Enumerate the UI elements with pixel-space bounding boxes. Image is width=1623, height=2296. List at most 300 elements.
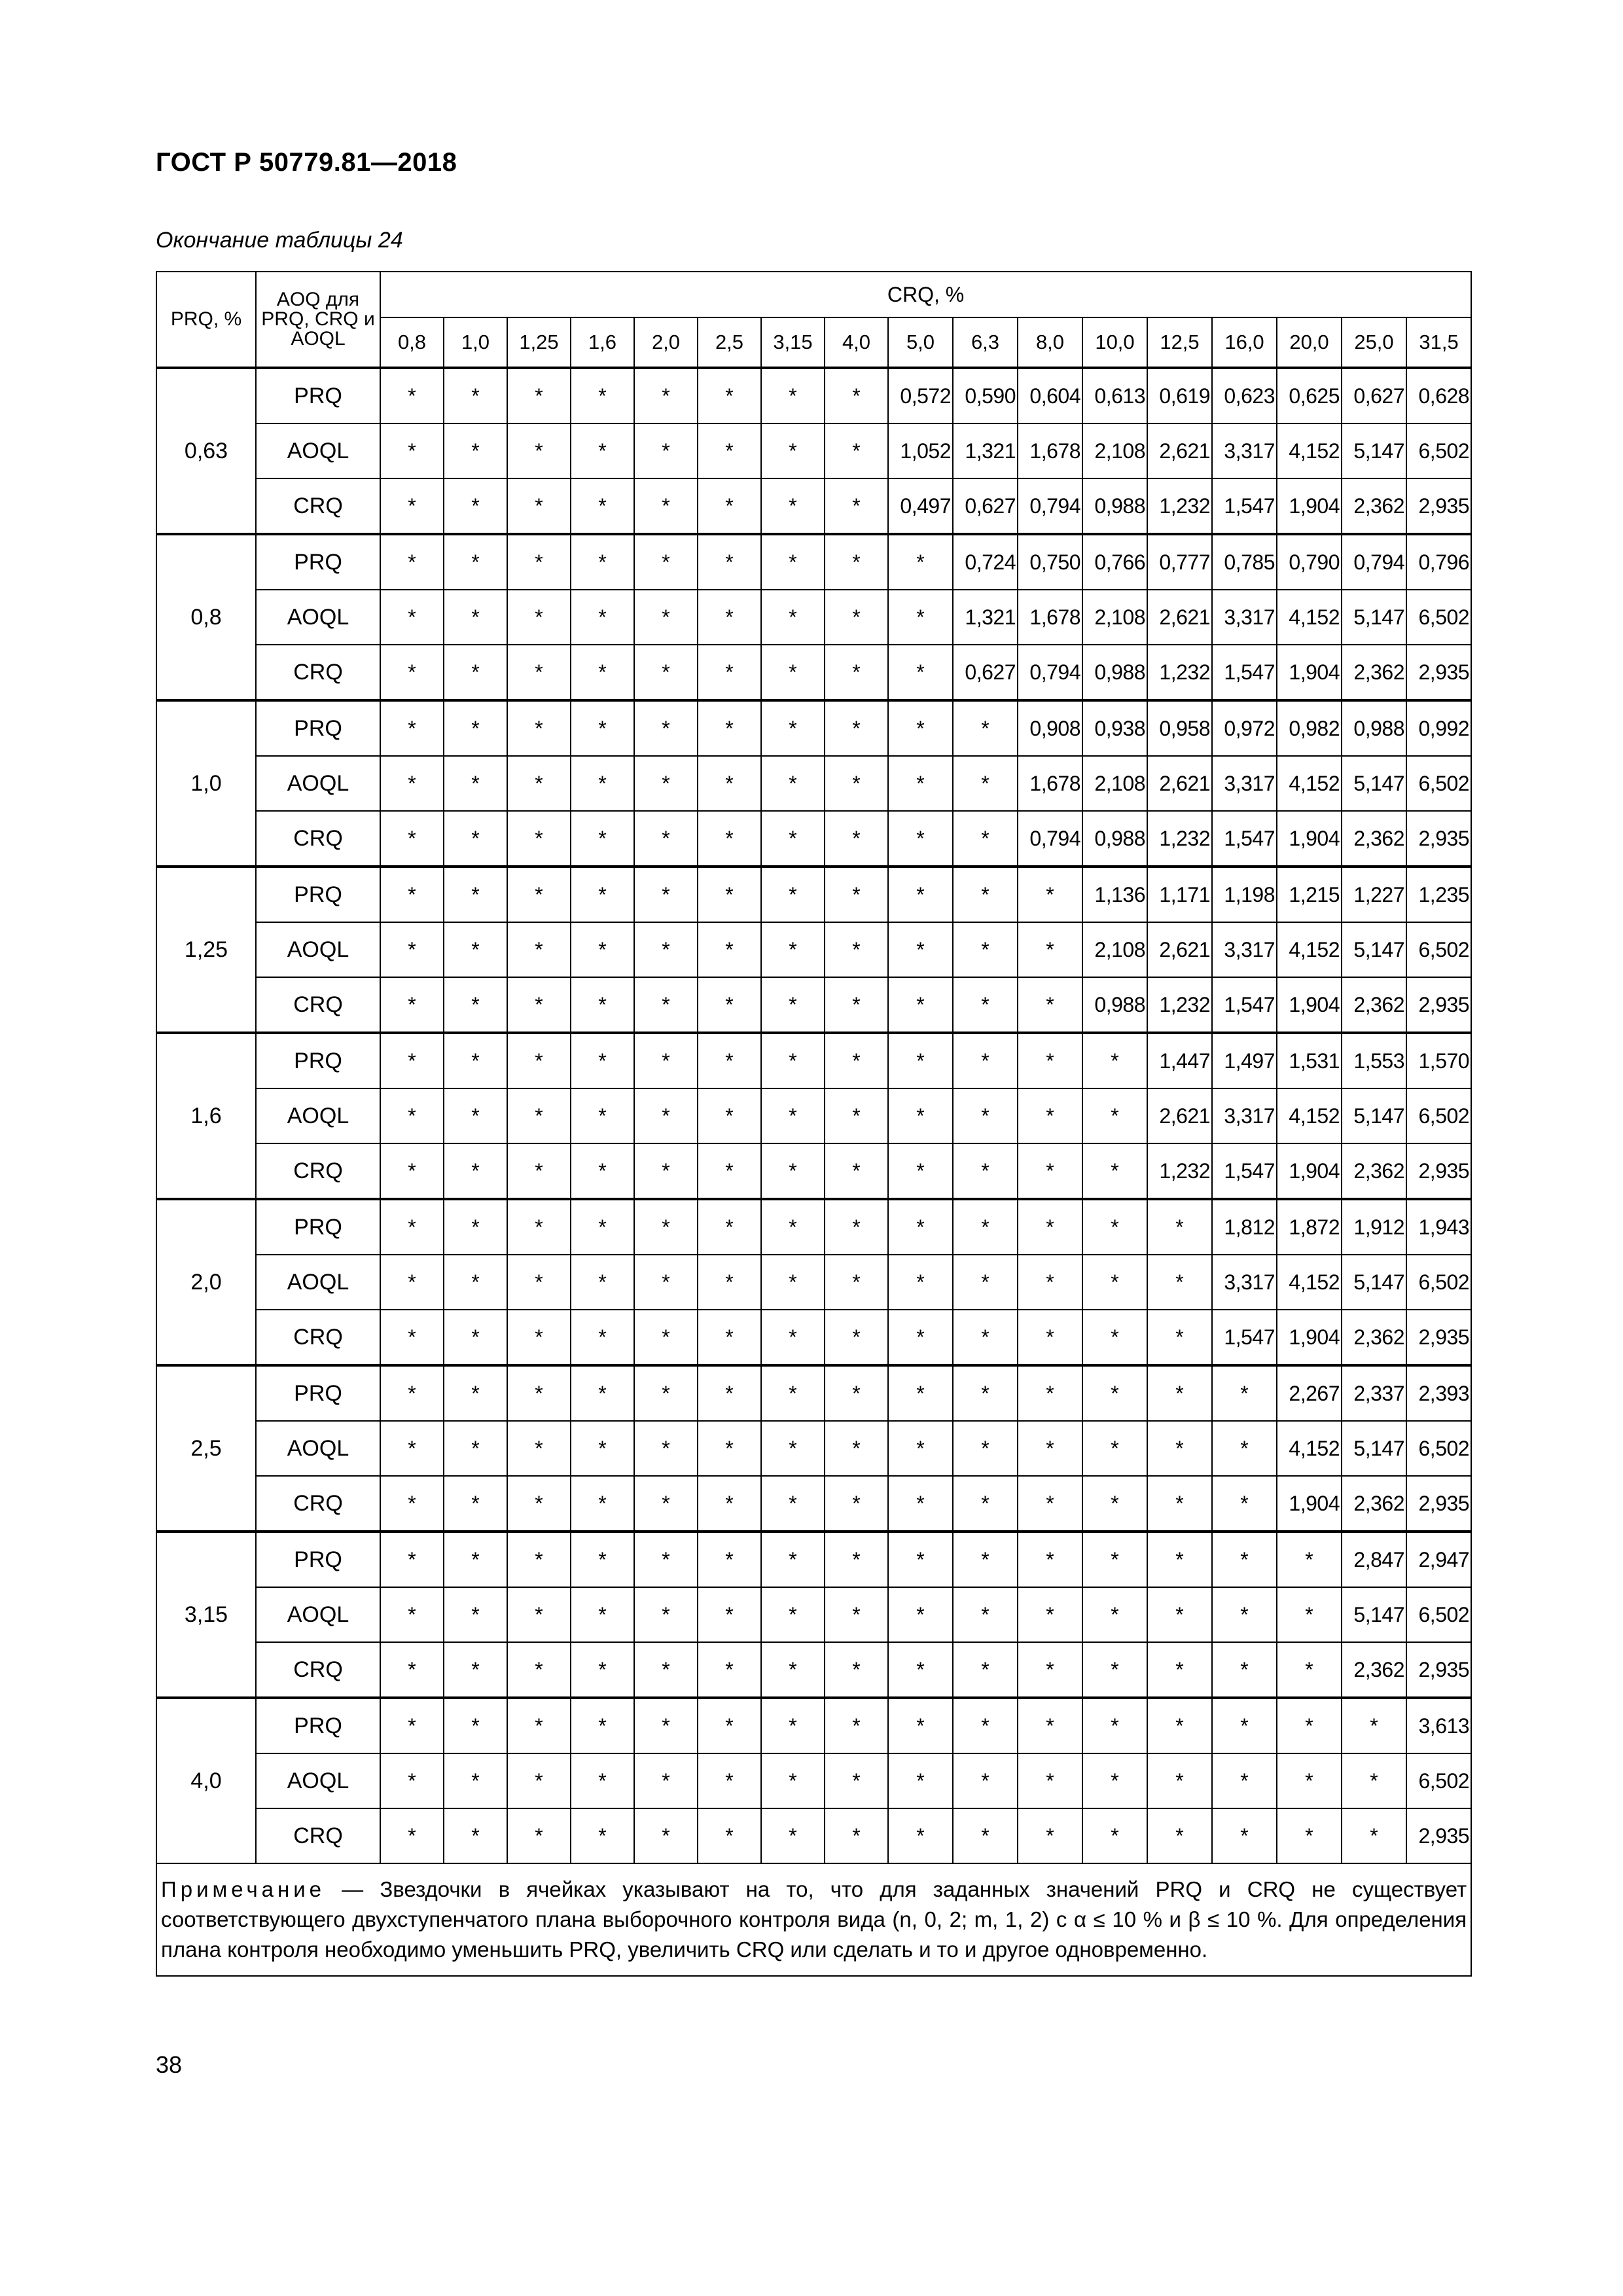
no-plan-cell: * — [1277, 1587, 1342, 1642]
note-text: — Звездочки в ячейках указывают на то, что для заданных значений PRQ и CRQ не существует соответствующего двухступенчатого плана выборочного контроля вида (n, 0, 2; m, 1, 2) с α ≤ 10 % и β ≤ 10 %. Для определения плана контроля необходимо уменьшить PRQ, увеличить CRQ или сделать и то и другое одновременно. — [161, 1877, 1467, 1962]
no-plan-cell: * — [825, 1698, 888, 1753]
no-plan-cell: * — [380, 1642, 444, 1698]
value-cell: 2,621 — [1147, 1088, 1212, 1143]
no-plan-cell: * — [1147, 1476, 1212, 1532]
value-cell: 1,547 — [1212, 1143, 1277, 1199]
no-plan-cell: * — [888, 1532, 953, 1587]
no-plan-cell: * — [507, 1476, 571, 1532]
no-plan-cell: * — [1082, 1642, 1147, 1698]
prq-group-value: 1,6 — [156, 1033, 256, 1199]
no-plan-cell: * — [953, 867, 1018, 922]
value-cell: 2,935 — [1406, 1476, 1471, 1532]
no-plan-cell: * — [1277, 1532, 1342, 1587]
no-plan-cell: * — [825, 1421, 888, 1476]
no-plan-cell: * — [444, 1255, 507, 1310]
value-cell: 1,232 — [1147, 1143, 1212, 1199]
row-label: AOQL — [256, 1421, 380, 1476]
prq-group-value: 0,8 — [156, 534, 256, 700]
table-row — [156, 478, 1471, 534]
no-plan-cell: * — [825, 534, 888, 590]
no-plan-cell: * — [825, 1753, 888, 1808]
no-plan-cell: * — [444, 368, 507, 423]
row-label: AOQL — [256, 423, 380, 478]
no-plan-cell: * — [634, 590, 698, 645]
row-label: AOQL — [256, 1753, 380, 1808]
no-plan-cell: * — [634, 645, 698, 700]
no-plan-cell: * — [571, 1476, 634, 1532]
no-plan-cell: * — [888, 1476, 953, 1532]
no-plan-cell: * — [380, 534, 444, 590]
value-cell: 3,317 — [1212, 756, 1277, 811]
value-cell: 1,904 — [1277, 478, 1342, 534]
no-plan-cell: * — [380, 756, 444, 811]
no-plan-cell: * — [761, 1143, 825, 1199]
no-plan-cell: * — [1147, 1532, 1212, 1587]
no-plan-cell: * — [444, 977, 507, 1033]
no-plan-cell: * — [953, 1143, 1018, 1199]
no-plan-cell: * — [1147, 1587, 1212, 1642]
no-plan-cell: * — [825, 1199, 888, 1255]
no-plan-cell: * — [571, 1753, 634, 1808]
no-plan-cell: * — [888, 1587, 953, 1642]
no-plan-cell: * — [825, 922, 888, 977]
row-label: PRQ — [256, 368, 380, 423]
value-cell: 0,972 — [1212, 700, 1277, 756]
no-plan-cell: * — [571, 534, 634, 590]
no-plan-cell: * — [571, 645, 634, 700]
crq-column-header: 6,3 — [953, 317, 1018, 368]
no-plan-cell: * — [444, 1365, 507, 1421]
no-plan-cell: * — [1342, 1753, 1406, 1808]
no-plan-cell: * — [698, 1310, 761, 1365]
no-plan-cell: * — [507, 590, 571, 645]
no-plan-cell: * — [571, 1310, 634, 1365]
no-plan-cell: * — [1212, 1753, 1277, 1808]
value-cell: 2,621 — [1147, 922, 1212, 977]
no-plan-cell: * — [444, 1642, 507, 1698]
value-cell: 0,908 — [1018, 700, 1082, 756]
value-cell: 2,621 — [1147, 423, 1212, 478]
no-plan-cell: * — [1018, 1033, 1082, 1088]
no-plan-cell: * — [634, 1753, 698, 1808]
row-label: CRQ — [256, 1642, 380, 1698]
no-plan-cell: * — [888, 1143, 953, 1199]
no-plan-cell: * — [825, 368, 888, 423]
no-plan-cell: * — [507, 1033, 571, 1088]
no-plan-cell: * — [1212, 1365, 1277, 1421]
value-cell: 0,619 — [1147, 368, 1212, 423]
value-cell: 1,943 — [1406, 1199, 1471, 1255]
table-row — [156, 1255, 1471, 1310]
no-plan-cell: * — [1212, 1532, 1277, 1587]
value-cell: 1,235 — [1406, 867, 1471, 922]
no-plan-cell: * — [507, 1255, 571, 1310]
value-cell: 0,497 — [888, 478, 953, 534]
value-cell: 1,321 — [953, 590, 1018, 645]
value-cell: 0,988 — [1082, 811, 1147, 867]
row-label: CRQ — [256, 811, 380, 867]
value-cell: 0,613 — [1082, 368, 1147, 423]
no-plan-cell: * — [698, 1143, 761, 1199]
no-plan-cell: * — [1082, 1753, 1147, 1808]
no-plan-cell: * — [1082, 1199, 1147, 1255]
no-plan-cell: * — [380, 590, 444, 645]
no-plan-cell: * — [380, 1088, 444, 1143]
value-cell: 2,935 — [1406, 1642, 1471, 1698]
value-cell: 1,547 — [1212, 811, 1277, 867]
value-cell: 2,362 — [1342, 1476, 1406, 1532]
no-plan-cell: * — [444, 1088, 507, 1143]
no-plan-cell: * — [507, 1808, 571, 1863]
no-plan-cell: * — [1277, 1808, 1342, 1863]
no-plan-cell: * — [1018, 1642, 1082, 1698]
no-plan-cell: * — [888, 922, 953, 977]
no-plan-cell: * — [380, 1808, 444, 1863]
value-cell: 1,812 — [1212, 1199, 1277, 1255]
no-plan-cell: * — [825, 1143, 888, 1199]
no-plan-cell: * — [571, 590, 634, 645]
crq-column-header: 2,5 — [698, 317, 761, 368]
value-cell: 1,872 — [1277, 1199, 1342, 1255]
no-plan-cell: * — [761, 1808, 825, 1863]
row-label: CRQ — [256, 478, 380, 534]
table-body — [156, 368, 1471, 1863]
no-plan-cell: * — [571, 1587, 634, 1642]
no-plan-cell: * — [634, 1421, 698, 1476]
no-plan-cell: * — [761, 534, 825, 590]
value-cell: 6,502 — [1406, 1753, 1471, 1808]
no-plan-cell: * — [507, 423, 571, 478]
no-plan-cell: * — [698, 756, 761, 811]
no-plan-cell: * — [1082, 1310, 1147, 1365]
prq-group-value: 3,15 — [156, 1532, 256, 1698]
crq-column-header: 2,0 — [634, 317, 698, 368]
value-cell: 6,502 — [1406, 922, 1471, 977]
row-label: AOQL — [256, 1088, 380, 1143]
value-cell: 0,628 — [1406, 368, 1471, 423]
crq-column-header: 4,0 — [825, 317, 888, 368]
no-plan-cell: * — [888, 756, 953, 811]
no-plan-cell: * — [1018, 1199, 1082, 1255]
crq-column-header: 1,25 — [507, 317, 571, 368]
table-row — [156, 1587, 1471, 1642]
value-cell: 0,982 — [1277, 700, 1342, 756]
no-plan-cell: * — [571, 1808, 634, 1863]
no-plan-cell: * — [1147, 1698, 1212, 1753]
no-plan-cell: * — [825, 423, 888, 478]
table-row — [156, 368, 1471, 423]
no-plan-cell: * — [698, 1698, 761, 1753]
no-plan-cell: * — [380, 368, 444, 423]
crq-column-header: 20,0 — [1277, 317, 1342, 368]
table-row — [156, 1753, 1471, 1808]
no-plan-cell: * — [507, 977, 571, 1033]
no-plan-cell: * — [634, 700, 698, 756]
no-plan-cell: * — [888, 1199, 953, 1255]
no-plan-cell: * — [761, 1532, 825, 1587]
no-plan-cell: * — [634, 1033, 698, 1088]
no-plan-cell: * — [761, 645, 825, 700]
no-plan-cell: * — [698, 977, 761, 1033]
no-plan-cell: * — [507, 645, 571, 700]
no-plan-cell: * — [1018, 1143, 1082, 1199]
no-plan-cell: * — [888, 1642, 953, 1698]
no-plan-cell: * — [698, 645, 761, 700]
row-label: CRQ — [256, 977, 380, 1033]
no-plan-cell: * — [507, 1587, 571, 1642]
no-plan-cell: * — [507, 1310, 571, 1365]
no-plan-cell: * — [507, 1199, 571, 1255]
table-row — [156, 1421, 1471, 1476]
no-plan-cell: * — [444, 756, 507, 811]
no-plan-cell: * — [698, 700, 761, 756]
note-label: Примечание — [161, 1877, 326, 1901]
no-plan-cell: * — [1212, 1642, 1277, 1698]
row-label: CRQ — [256, 645, 380, 700]
no-plan-cell: * — [888, 977, 953, 1033]
value-cell: 2,362 — [1342, 1642, 1406, 1698]
page-number: 38 — [156, 2051, 183, 2078]
no-plan-cell: * — [1018, 977, 1082, 1033]
row-label: AOQL — [256, 1587, 380, 1642]
table-row — [156, 1642, 1471, 1698]
value-cell: 0,627 — [953, 645, 1018, 700]
no-plan-cell: * — [825, 1587, 888, 1642]
value-cell: 0,794 — [1018, 478, 1082, 534]
value-cell: 2,621 — [1147, 756, 1212, 811]
table-note — [156, 1863, 1471, 1976]
no-plan-cell: * — [380, 1587, 444, 1642]
no-plan-cell: * — [761, 423, 825, 478]
table-caption: Окончание таблицы 24 — [156, 228, 403, 253]
no-plan-cell: * — [507, 1143, 571, 1199]
no-plan-cell: * — [444, 1476, 507, 1532]
no-plan-cell: * — [1147, 1753, 1212, 1808]
no-plan-cell: * — [761, 1365, 825, 1421]
value-cell: 3,317 — [1212, 1088, 1277, 1143]
no-plan-cell: * — [444, 645, 507, 700]
value-cell: 3,317 — [1212, 423, 1277, 478]
no-plan-cell: * — [953, 1532, 1018, 1587]
no-plan-cell: * — [571, 811, 634, 867]
value-cell: 1,136 — [1082, 867, 1147, 922]
value-cell: 0,785 — [1212, 534, 1277, 590]
value-cell: 0,988 — [1082, 645, 1147, 700]
no-plan-cell: * — [1018, 1808, 1082, 1863]
value-cell: 0,794 — [1018, 811, 1082, 867]
table-row — [156, 1532, 1471, 1587]
table-row — [156, 1088, 1471, 1143]
value-cell: 0,794 — [1342, 534, 1406, 590]
no-plan-cell: * — [380, 867, 444, 922]
no-plan-cell: * — [761, 478, 825, 534]
table-row — [156, 645, 1471, 700]
no-plan-cell: * — [444, 700, 507, 756]
no-plan-cell: * — [953, 1310, 1018, 1365]
no-plan-cell: * — [953, 756, 1018, 811]
value-cell: 1,531 — [1277, 1033, 1342, 1088]
no-plan-cell: * — [1018, 1310, 1082, 1365]
no-plan-cell: * — [1018, 1365, 1082, 1421]
no-plan-cell: * — [761, 368, 825, 423]
no-plan-cell: * — [1082, 1255, 1147, 1310]
value-cell: 2,108 — [1082, 922, 1147, 977]
no-plan-cell: * — [571, 1033, 634, 1088]
value-cell: 0,572 — [888, 368, 953, 423]
value-cell: 1,904 — [1277, 1476, 1342, 1532]
row-label: PRQ — [256, 1365, 380, 1421]
no-plan-cell: * — [761, 922, 825, 977]
prq-group-value: 2,0 — [156, 1199, 256, 1365]
value-cell: 2,935 — [1406, 977, 1471, 1033]
table-row — [156, 1365, 1471, 1421]
value-cell: 6,502 — [1406, 1088, 1471, 1143]
value-cell: 0,794 — [1018, 645, 1082, 700]
no-plan-cell: * — [825, 1476, 888, 1532]
no-plan-cell: * — [698, 1421, 761, 1476]
no-plan-cell: * — [507, 1088, 571, 1143]
no-plan-cell: * — [1018, 922, 1082, 977]
no-plan-cell: * — [1082, 1476, 1147, 1532]
no-plan-cell: * — [953, 922, 1018, 977]
value-cell: 1,904 — [1277, 1143, 1342, 1199]
value-cell: 1,547 — [1212, 478, 1277, 534]
value-cell: 6,502 — [1406, 1587, 1471, 1642]
value-cell: 1,198 — [1212, 867, 1277, 922]
value-cell: 0,958 — [1147, 700, 1212, 756]
no-plan-cell: * — [571, 756, 634, 811]
value-cell: 2,935 — [1406, 645, 1471, 700]
row-label: AOQL — [256, 590, 380, 645]
value-cell: 1,171 — [1147, 867, 1212, 922]
value-cell: 2,362 — [1342, 645, 1406, 700]
no-plan-cell: * — [698, 1642, 761, 1698]
no-plan-cell: * — [507, 867, 571, 922]
value-cell: 5,147 — [1342, 1587, 1406, 1642]
value-cell: 3,317 — [1212, 1255, 1277, 1310]
no-plan-cell: * — [953, 1199, 1018, 1255]
table-row — [156, 811, 1471, 867]
no-plan-cell: * — [634, 1143, 698, 1199]
no-plan-cell: * — [634, 756, 698, 811]
no-plan-cell: * — [571, 700, 634, 756]
value-cell: 2,935 — [1406, 1808, 1471, 1863]
data-table — [156, 271, 1472, 1977]
no-plan-cell: * — [1342, 1698, 1406, 1753]
no-plan-cell: * — [507, 1365, 571, 1421]
no-plan-cell: * — [444, 1421, 507, 1476]
crq-column-header: 5,0 — [888, 317, 953, 368]
no-plan-cell: * — [444, 590, 507, 645]
no-plan-cell: * — [953, 1421, 1018, 1476]
no-plan-cell: * — [953, 1808, 1018, 1863]
no-plan-cell: * — [571, 867, 634, 922]
no-plan-cell: * — [825, 1808, 888, 1863]
no-plan-cell: * — [888, 867, 953, 922]
value-cell: 1,232 — [1147, 478, 1212, 534]
table-row — [156, 1310, 1471, 1365]
value-cell: 5,147 — [1342, 1255, 1406, 1310]
crq-column-header: 1,6 — [571, 317, 634, 368]
crq-column-header: 25,0 — [1342, 317, 1406, 368]
no-plan-cell: * — [507, 700, 571, 756]
value-cell: 5,147 — [1342, 423, 1406, 478]
no-plan-cell: * — [444, 1753, 507, 1808]
no-plan-cell: * — [698, 1808, 761, 1863]
prq-group-value: 0,63 — [156, 368, 256, 534]
no-plan-cell: * — [1277, 1642, 1342, 1698]
no-plan-cell: * — [507, 534, 571, 590]
no-plan-cell: * — [1277, 1698, 1342, 1753]
no-plan-cell: * — [698, 478, 761, 534]
no-plan-cell: * — [380, 1143, 444, 1199]
value-cell: 0,627 — [953, 478, 1018, 534]
no-plan-cell: * — [380, 1365, 444, 1421]
no-plan-cell: * — [380, 1753, 444, 1808]
table-row — [156, 1476, 1471, 1532]
no-plan-cell: * — [571, 1365, 634, 1421]
no-plan-cell: * — [761, 1698, 825, 1753]
value-cell: 1,547 — [1212, 977, 1277, 1033]
no-plan-cell: * — [571, 1642, 634, 1698]
no-plan-cell: * — [761, 1310, 825, 1365]
row-label: PRQ — [256, 1199, 380, 1255]
no-plan-cell: * — [761, 1199, 825, 1255]
no-plan-cell: * — [571, 1143, 634, 1199]
no-plan-cell: * — [444, 1698, 507, 1753]
no-plan-cell: * — [444, 1143, 507, 1199]
no-plan-cell: * — [953, 1698, 1018, 1753]
no-plan-cell: * — [444, 1587, 507, 1642]
no-plan-cell: * — [888, 645, 953, 700]
no-plan-cell: * — [571, 1088, 634, 1143]
no-plan-cell: * — [888, 1088, 953, 1143]
no-plan-cell: * — [634, 1587, 698, 1642]
no-plan-cell: * — [825, 1255, 888, 1310]
no-plan-cell: * — [444, 534, 507, 590]
no-plan-cell: * — [634, 1808, 698, 1863]
no-plan-cell: * — [1018, 1421, 1082, 1476]
no-plan-cell: * — [444, 922, 507, 977]
no-plan-cell: * — [380, 977, 444, 1033]
value-cell: 1,232 — [1147, 977, 1212, 1033]
value-cell: 0,790 — [1277, 534, 1342, 590]
row-label: AOQL — [256, 756, 380, 811]
row-label: AOQL — [256, 922, 380, 977]
no-plan-cell: * — [888, 1698, 953, 1753]
value-cell: 1,912 — [1342, 1199, 1406, 1255]
no-plan-cell: * — [380, 1033, 444, 1088]
no-plan-cell: * — [444, 867, 507, 922]
no-plan-cell: * — [380, 1199, 444, 1255]
row-label: PRQ — [256, 1532, 380, 1587]
table-row — [156, 977, 1471, 1033]
value-cell: 1,232 — [1147, 645, 1212, 700]
no-plan-cell: * — [380, 645, 444, 700]
no-plan-cell: * — [1147, 1421, 1212, 1476]
value-cell: 4,152 — [1277, 756, 1342, 811]
prq-group-value: 1,0 — [156, 700, 256, 867]
row-label: PRQ — [256, 867, 380, 922]
no-plan-cell: * — [825, 811, 888, 867]
value-cell: 2,337 — [1342, 1365, 1406, 1421]
no-plan-cell: * — [888, 1365, 953, 1421]
no-plan-cell: * — [380, 922, 444, 977]
prq-group-value: 2,5 — [156, 1365, 256, 1532]
no-plan-cell: * — [380, 478, 444, 534]
value-cell: 1,447 — [1147, 1033, 1212, 1088]
no-plan-cell: * — [825, 645, 888, 700]
